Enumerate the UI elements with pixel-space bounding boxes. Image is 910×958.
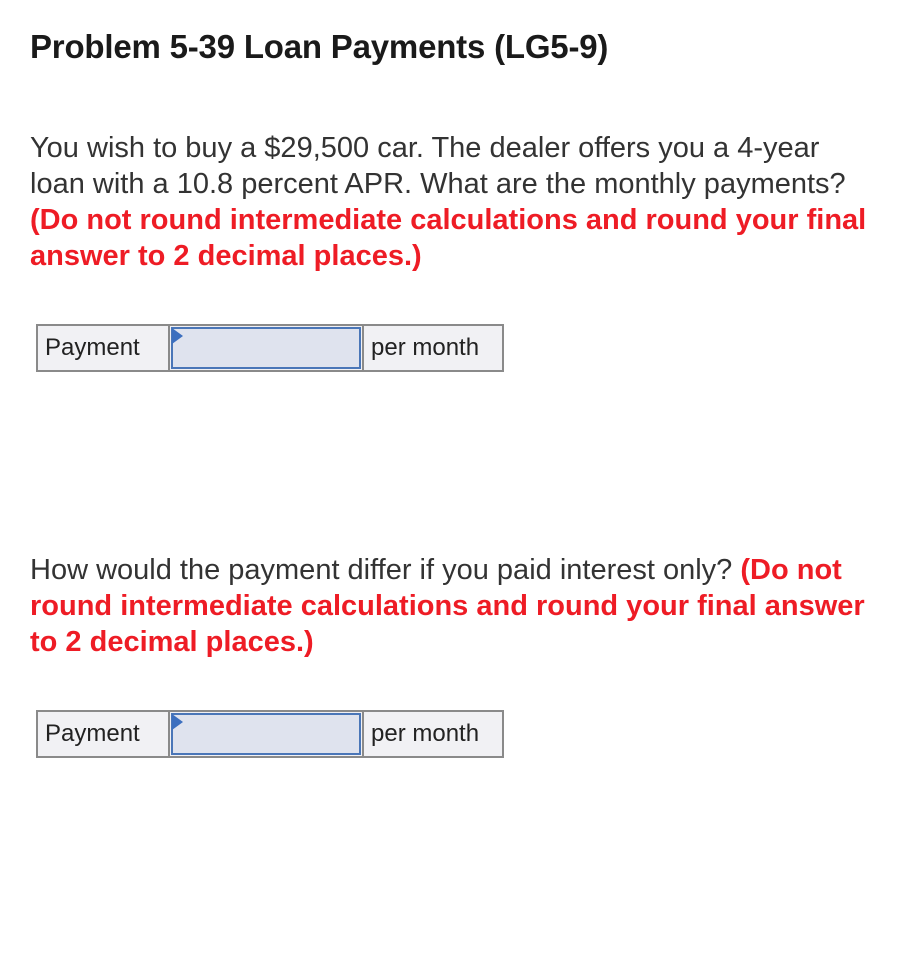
- unit-label: per month: [364, 324, 504, 372]
- question-2-rounding-note: (Do not round intermediate calculations and round your final answer to 2 decimal places.): [30, 554, 865, 658]
- payment-label: Payment: [36, 324, 168, 372]
- flag-icon: [172, 328, 183, 344]
- flag-icon: [172, 714, 183, 730]
- payment-label: Payment: [36, 710, 168, 758]
- answer-row-2: [36, 710, 504, 758]
- question-2-prompt: How would the payment differ if you paid interest only?: [30, 554, 741, 586]
- problem-title: Problem 5-39 Loan Payments (LG5-9): [30, 28, 609, 65]
- answer-row-1: [36, 324, 504, 372]
- question-1-text: [30, 130, 870, 274]
- payment-input-cell: [168, 324, 364, 372]
- payment-input-2[interactable]: [171, 713, 361, 755]
- question-1-prompt: You wish to buy a $29,500 car. The dealer offers you a 4-year loan with a 10.8 percent APR. What are the monthly payments?: [30, 132, 846, 200]
- question-2-text: [30, 552, 870, 660]
- payment-input-cell: [168, 710, 364, 758]
- question-1-rounding-note: (Do not round intermediate calculations and round your final answer to 2 decimal places.): [30, 204, 867, 272]
- payment-input-1[interactable]: [171, 327, 361, 369]
- unit-label: per month: [364, 710, 504, 758]
